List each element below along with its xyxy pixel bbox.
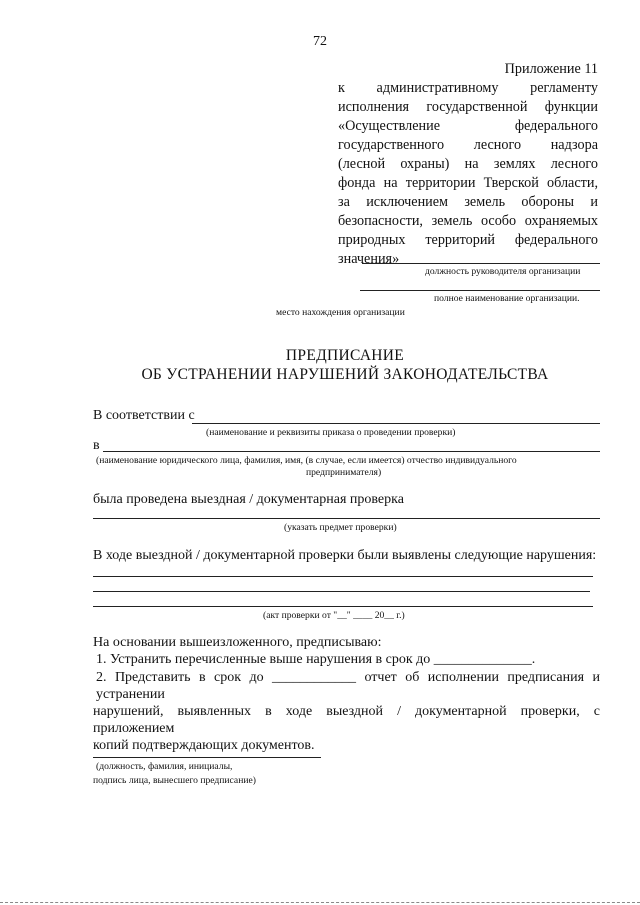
appendix-line: за исключением земель обороны и — [338, 194, 598, 210]
entity-caption: (наименование юридического лица, фамилия, имя, (в случае, если имеется) отчество индивидуального — [96, 455, 517, 466]
appendix-title: Приложение 11 — [504, 61, 598, 77]
org-location-caption: место нахождения организации — [276, 307, 405, 318]
page-number: 72 — [313, 34, 327, 49]
signature-caption-cont: подпись лица, вынесшего предписание) — [93, 775, 256, 786]
appendix-line: «Осуществление федерального — [338, 118, 598, 134]
org-name-line[interactable] — [360, 290, 600, 291]
head-position-line[interactable] — [362, 263, 600, 264]
order-caption: (наименование и реквизиты приказа о проведении проверки) — [206, 427, 456, 438]
entity-line[interactable] — [103, 451, 600, 452]
appendix-line: безопасности, земель особо охраняемых — [338, 213, 598, 229]
appendix-line: к административному регламенту — [338, 80, 598, 96]
subject-line[interactable] — [93, 518, 600, 519]
head-position-caption: должность руководителя организации — [425, 266, 581, 277]
violations-line-1[interactable] — [93, 576, 593, 577]
appendix-line: значения» — [338, 251, 400, 267]
appendix-line: природных территорий федерального — [338, 232, 598, 248]
item-2 — [93, 669, 600, 754]
violations-text: В ходе выездной / документарной проверки были выявлены следующие нарушения: — [93, 548, 597, 563]
appendix-line: исполнения государственной функции — [338, 99, 598, 115]
appendix-block — [338, 60, 598, 269]
basis-text: На основании вышеизложенного, предписываю: — [93, 635, 382, 650]
according-label: В соответствии с — [93, 408, 195, 423]
in-label: в — [93, 438, 100, 453]
item-2-line: копий подтверждающих документов. — [93, 738, 315, 753]
act-caption: (акт проверки от "__" ____ 20__ г.) — [263, 610, 405, 621]
appendix-line: фонда на территории Тверской области, — [338, 175, 598, 191]
page-bottom-edge — [0, 902, 640, 903]
item-1: 1. Устранить перечисленные выше нарушения в срок до ______________. — [96, 652, 536, 667]
appendix-line: (лесной охраны) на землях лесного — [338, 156, 598, 172]
org-name-caption: полное наименование организации. — [434, 293, 580, 304]
entity-caption-cont: предпринимателя) — [306, 467, 382, 478]
item-2-line: нарушений, выявленных в ходе выездной / документарной проверки, с приложением — [93, 704, 600, 736]
order-line[interactable] — [192, 423, 600, 424]
subject-caption: (указать предмет проверки) — [284, 522, 397, 533]
doc-subtitle: ОБ УСТРАНЕНИИ НАРУШЕНИЙ ЗАКОНОДАТЕЛЬСТВА — [141, 366, 549, 383]
signature-caption: (должность, фамилия, инициалы, — [96, 761, 233, 772]
violations-line-3[interactable] — [93, 606, 593, 607]
appendix-line: государственного лесного надзора — [338, 137, 598, 153]
doc-title: ПРЕДПИСАНИЕ — [285, 347, 405, 364]
signature-line[interactable] — [93, 757, 321, 758]
inspection-text: была проведена выездная / документарная проверка — [93, 492, 404, 507]
item-2-line: 2. Представить в срок до ____________ отчет об исполнении предписания и устранении — [96, 670, 600, 702]
violations-line-2[interactable] — [93, 591, 590, 592]
